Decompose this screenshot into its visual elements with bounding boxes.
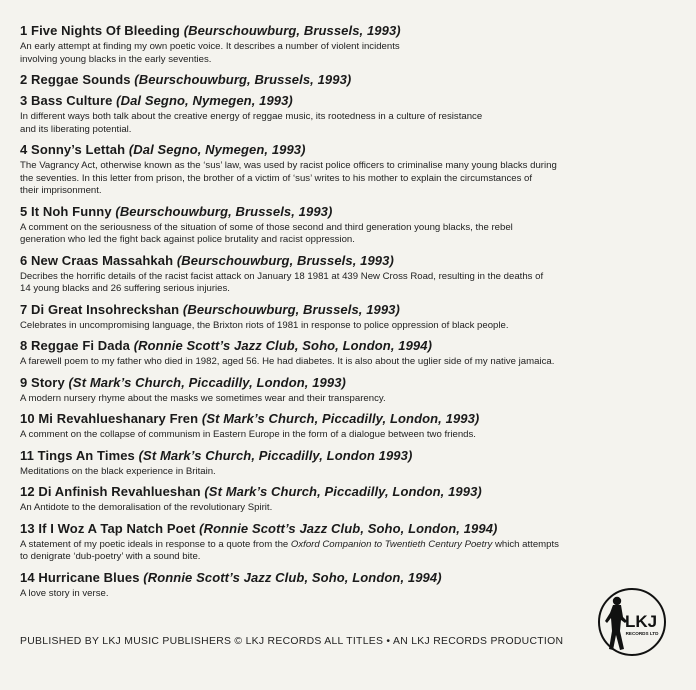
- track-title: 12 Di Anfinish Revahlueshan (St Mark’s Church, Piccadilly, London, 1993): [20, 484, 482, 499]
- track-venue: (Beurschouwburg, Brussels, 1993): [176, 252, 394, 268]
- track-venue: (St Mark’s Church, Piccadilly, London, 1993): [68, 374, 346, 390]
- track-item: [20, 374, 670, 406]
- track-venue: (St Mark’s Church, Piccadilly, London, 1993): [204, 484, 482, 499]
- track-title: 13 If I Woz A Tap Natch Poet (Ronnie Scott’s Jazz Club, Soho, London, 1994): [20, 520, 498, 536]
- track-title: 2 Reggae Sounds (Beurschouwburg, Brussels, 1993): [20, 72, 352, 87]
- track-venue: (Beurschouwburg, Brussels, 1993): [115, 203, 333, 219]
- book-title: Oxford Companion to Twentieth Century Poetry: [290, 538, 493, 550]
- track-item: [20, 520, 670, 564]
- track-description: The Vagrancy Act, otherwise known as the ‘sus’ law, was used by racist police officers to criminalise many young blacks during the seventies. In this letter from prison, the brother of a victim of ‘sus’ writes to his mother to explain the circumstances of their imprisonment.: [20, 160, 557, 196]
- track-title: 6 New Craas Massahkah (Beurschouwburg, Brussels, 1993): [20, 252, 394, 268]
- track-description: A farewell poem to my father who died in 1982, aged 56. He had diabetes. It is also about the uglier side of my native jamaica.: [20, 356, 555, 367]
- svg-text:RECORDS LTD: RECORDS LTD: [625, 631, 659, 636]
- track-title: 4 Sonny’s Lettah (Dal Segno, Nymegen, 1993): [20, 142, 306, 157]
- track-item: [20, 337, 670, 369]
- track-description: Meditations on the black experience in Britain.: [20, 465, 216, 477]
- lkj-records-logo: [597, 587, 667, 657]
- track-venue: (Beurschouwburg, Brussels, 1993): [182, 301, 400, 317]
- svg-text:LKJ: LKJ: [624, 612, 658, 631]
- track-title: 7 Di Great Insohreckshan (Beurschouwburg, Brussels, 1993): [20, 301, 400, 317]
- track-title: 11 Tings An Times (St Mark’s Church, Piccadilly, London 1993): [20, 447, 413, 463]
- track-title: 14 Hurricane Blues (Ronnie Scott’s Jazz Club, Soho, London, 1994): [20, 569, 442, 585]
- track-item: [20, 410, 670, 442]
- track-item: [20, 301, 670, 333]
- track-item: [20, 141, 670, 198]
- track-list: [20, 22, 670, 605]
- track-item: [20, 483, 670, 515]
- track-title: 8 Reggae Fi Dada (Ronnie Scott’s Jazz Club, Soho, London, 1994): [20, 338, 433, 353]
- track-venue: (St Mark’s Church, Piccadilly, London 1993): [138, 447, 413, 463]
- track-description: Decribes the horrific details of the racist facist attack on January 18 1981 at 439 New Cross Road, resulting in the deaths of 14 young blacks and 26 suffering serious injuries.: [20, 270, 544, 294]
- track-venue: (St Mark’s Church, Piccadilly, London, 1993): [201, 411, 480, 426]
- silhouette-figure-icon: [597, 587, 667, 657]
- track-item: [20, 447, 670, 479]
- track-description: A comment on the seriousness of the situation of some of those second and third generation young blacks, the rebel generation who led the fight back against police brutality and racist oppression.: [20, 221, 513, 245]
- track-item: [20, 252, 670, 296]
- track-venue: (Dal Segno, Nymegen, 1993): [128, 142, 306, 157]
- track-title: 10 Mi Revahlueshanary Fren (St Mark’s Church, Piccadilly, London, 1993): [20, 411, 480, 426]
- track-item: [20, 203, 670, 247]
- track-item: [20, 569, 670, 601]
- track-description: A modern nursery rhyme about the masks we sometimes wear and their transparency.: [20, 392, 386, 404]
- track-venue: (Dal Segno, Nymegen, 1993): [116, 93, 293, 108]
- track-description: An Antidote to the demoralisation of the revolutionary Spirit.: [20, 502, 273, 513]
- track-item: [20, 71, 670, 88]
- track-venue: (Ronnie Scott’s Jazz Club, Soho, London, 1994): [143, 569, 442, 585]
- track-venue: (Beurschouwburg, Brussels, 1993): [183, 23, 401, 38]
- track-title: 9 Story (St Mark’s Church, Piccadilly, London, 1993): [20, 374, 346, 390]
- track-venue: (Beurschouwburg, Brussels, 1993): [134, 72, 352, 87]
- track-description: A statement of my poetic ideals in response to a quote from the Oxford Companion to Twentieth Century Poetry which attempts to denigrate ‘dub-poetry’ with a sound bite.: [20, 538, 559, 562]
- track-description: A love story in verse.: [20, 587, 109, 599]
- track-title: 3 Bass Culture (Dal Segno, Nymegen, 1993): [20, 93, 293, 108]
- track-title: 1 Five Nights Of Bleeding (Beurschouwburg, Brussels, 1993): [20, 23, 401, 38]
- track-venue: (Ronnie Scott’s Jazz Club, Soho, London, 1994): [199, 520, 498, 536]
- track-description: An early attempt at finding my own poetic voice. It describes a number of violent incidents involving young blacks in the early seventies.: [20, 41, 400, 65]
- track-title: 5 It Noh Funny (Beurschouwburg, Brussels, 1993): [20, 203, 333, 219]
- publisher-footer: PUBLISHED BY LKJ MUSIC PUBLISHERS © LKJ RECORDS ALL TITLES • AN LKJ RECORDS PRODUCTION: [20, 636, 564, 647]
- track-item: [20, 92, 670, 136]
- track-venue: (Ronnie Scott’s Jazz Club, Soho, London, 1994): [133, 338, 433, 353]
- track-description: In different ways both talk about the creative energy of reggae music, its rootedness in a culture of resistance and its liberating potential.: [20, 111, 483, 135]
- track-item: [20, 22, 670, 66]
- track-description: Celebrates in uncompromising language, the Brixton riots of 1981 in response to police oppression of black people.: [20, 319, 509, 331]
- track-description: A comment on the collapse of communism in Eastern Europe in the form of a dialogue between two friends.: [20, 429, 476, 440]
